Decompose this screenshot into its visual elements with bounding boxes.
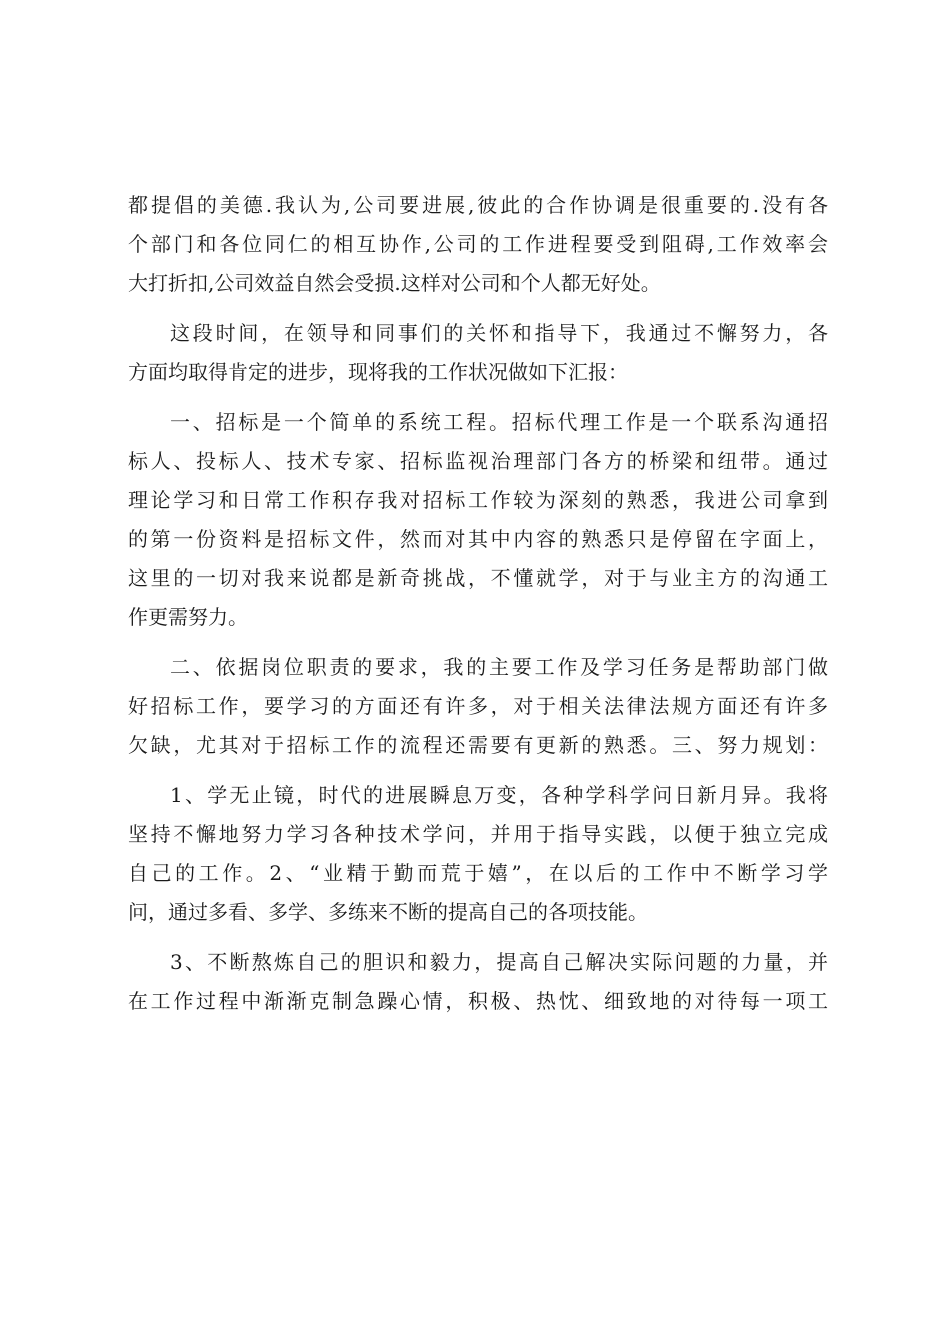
paragraph-gap (128, 765, 828, 776)
text-line: 都提倡的美德.我认为,公司要进展,彼此的合作协调是很重要的.没有各 (128, 193, 828, 217)
text-line: 大打折扣,公司效益自然会受损.这样对公司和个人都无好处。 (128, 271, 661, 295)
document-body (128, 186, 828, 1021)
paragraph-gap (128, 303, 828, 314)
text-line: 标人、投标人、技术专家、招标监视治理部门各方的桥梁和纽带。通过 (128, 449, 828, 473)
text-line: 坚持不懈地努力学习各种技术学问，并用于指导实践，以便于独立完成 (128, 822, 828, 846)
text-line: 自己的工作。2、“业精于勤而荒于嬉”，在以后的工作中不断学习学 (128, 861, 828, 885)
paragraph-gap (128, 932, 828, 943)
text-line: 二、依据岗位职责的要求，我的主要工作及学习任务是帮助部门做 (170, 655, 828, 679)
text-line: 一、招标是一个简单的系统工程。招标代理工作是一个联系沟通招 (170, 410, 828, 434)
text-line: 欠缺，尤其对于招标工作的流程还需要有更新的熟悉。三、努力规划： (128, 733, 828, 757)
text-line: 作更需努力。 (128, 605, 248, 629)
paragraph-gap (128, 637, 828, 648)
text-line: 这段时间，在领导和同事们的关怀和指导下，我通过不懈努力，各 (170, 321, 828, 345)
text-line: 在工作过程中渐渐克制急躁心情，积极、热忱、细致地的对待每一项工 (128, 989, 828, 1013)
text-line: 好招标工作，要学习的方面还有许多，对于相关法律法规方面还有许多 (128, 694, 828, 718)
text-line: 方面均取得肯定的进步，现将我的工作状况做如下汇报： (128, 360, 628, 384)
text-line: 的第一份资料是招标文件，然而对其中内容的熟悉只是停留在字面上， (128, 527, 828, 551)
text-line: 个部门和各位同仁的相互协作,公司的工作进程要受到阻碍,工作效率会 (128, 232, 828, 256)
text-line: 1、学无止镜，时代的进展瞬息万变，各种学科学问日新月异。我将 (170, 783, 828, 807)
text-line: 理论学习和日常工作积存我对招标工作较为深刻的熟悉，我进公司拿到 (128, 488, 828, 512)
paragraph-gap (128, 392, 828, 403)
text-line: 3、不断熬炼自己的胆识和毅力，提高自己解决实际问题的力量，并 (170, 950, 828, 974)
text-line: 问，通过多看、多学、多练来不断的提高自己的各项技能。 (128, 900, 648, 924)
text-line: 这里的一切对我来说都是新奇挑战，不懂就学，对于与业主方的沟通工 (128, 566, 828, 590)
